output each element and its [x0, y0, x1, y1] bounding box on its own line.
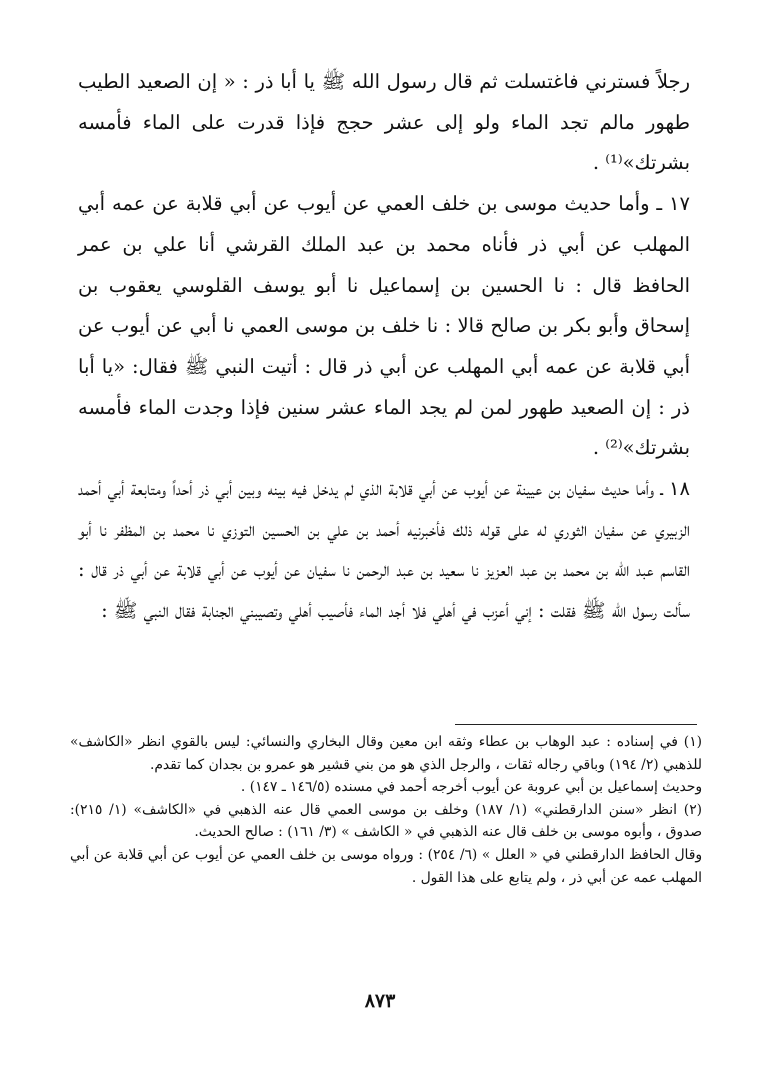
main-text [78, 62, 690, 632]
paragraph-hadith-18: ١٨ ـ وأما حديث سفيان بن عيينة عن أيوب عن أبي قلابة الذي لم يدخل فيه بينه وبين أبي ذر أحداً ومتابعة أبي أحمد الزبيري عن سفيان الثوري له على قوله ذلك فأخبرنيه أحمد بن علي بن الحسين التوزي نا محمد بن المظفر نا أبو القاسم عبد الله بن محمد بن عبد العزيز نا سعيد بن عبد الرحمن نا سفيان عن أيوب عن أبي قلابة عن أبي ذر قال : سألت رسول الله ﷺ فقلت : إني أعزب في أهلي فلا أجد الماء فأصيب أهلي وتصيبني الجنابة فقال النبي ﷺ : [78, 477, 690, 623]
footnote-2: (٢) انظر «سنن الدارقطني» (١/ ١٨٧) وخلف بن موسى العمي قال عنه الذهبي في «الكاشف» (١/ ٢١٥): صدوق ، وأبوه موسى بن خلف قال عنه الذهبي في « الكاشف » (٣/ ١٦١) : صالح الحديث. [70, 801, 702, 841]
footnotes [70, 731, 702, 889]
footnote-1: (١) في إسناده : عبد الوهاب بن عطاء وثقه ابن معين وقال البخاري والنسائي: ليس بالقوي انظر «الكاشف» للذهبي (٢/ ١٩٤) وباقي رجاله ثقات ، والرجل الذي هو من بني قشير هو عمرو بن بجدان كما تقدم. [70, 734, 702, 773]
footnote-separator [455, 724, 697, 725]
page-number: ٨٧٣ [364, 990, 396, 1012]
footnote-2-continued: وقال الحافظ الدارقطني في « العلل » (٦/ ٢٥٤) : ورواه موسى بن خلف العمي عن أيوب عن أبي قلابة عن أبي المهلب عمه عن أبي ذر ، ولم يتابع على هذا القول . [70, 846, 702, 886]
paragraph-hadith-17: ١٧ ـ وأما حديث موسى بن خلف العمي عن أيوب عن أبي قلابة عن عمه أبي المهلب عن أبي ذر فأناه محمد بن عبد الملك القرشي أنا علي بن عمر الحافظ قال : نا الحسين بن إسماعيل نا أبو يوسف القلوسي يعقوب بن إسحاق وأبو بكر بن صالح قالا : نا خلف بن موسى العمي نا أبي عن أيوب عن أبي قلابة عن عمه أبي المهلب عن أبي ذر قال : أتيت النبي ﷺ فقال: «يا أبا ذر : إن الصعيد طهور لمن لم يجد الماء عشر سنين فإذا وجدت الماء فأمسه بشرتك»⁽²⁾ . [78, 192, 690, 460]
paragraph-hadith-16-end: رجلاً فسترني فاغتسلت ثم قال رسول الله ﷺ يا أبا ذر : « إن الصعيد الطيب طهور مالم تجد الماء ولو إلى عشر حجج فإذا قدرت على الماء فأمسه بشرتك»⁽¹⁾ . [78, 70, 690, 175]
footnote-1-continued: وحديث إسماعيل بن أبي عروبة عن أيوب أخرجه أحمد في مسنده (١٤٦/٥ ـ ١٤٧) . [240, 779, 702, 796]
